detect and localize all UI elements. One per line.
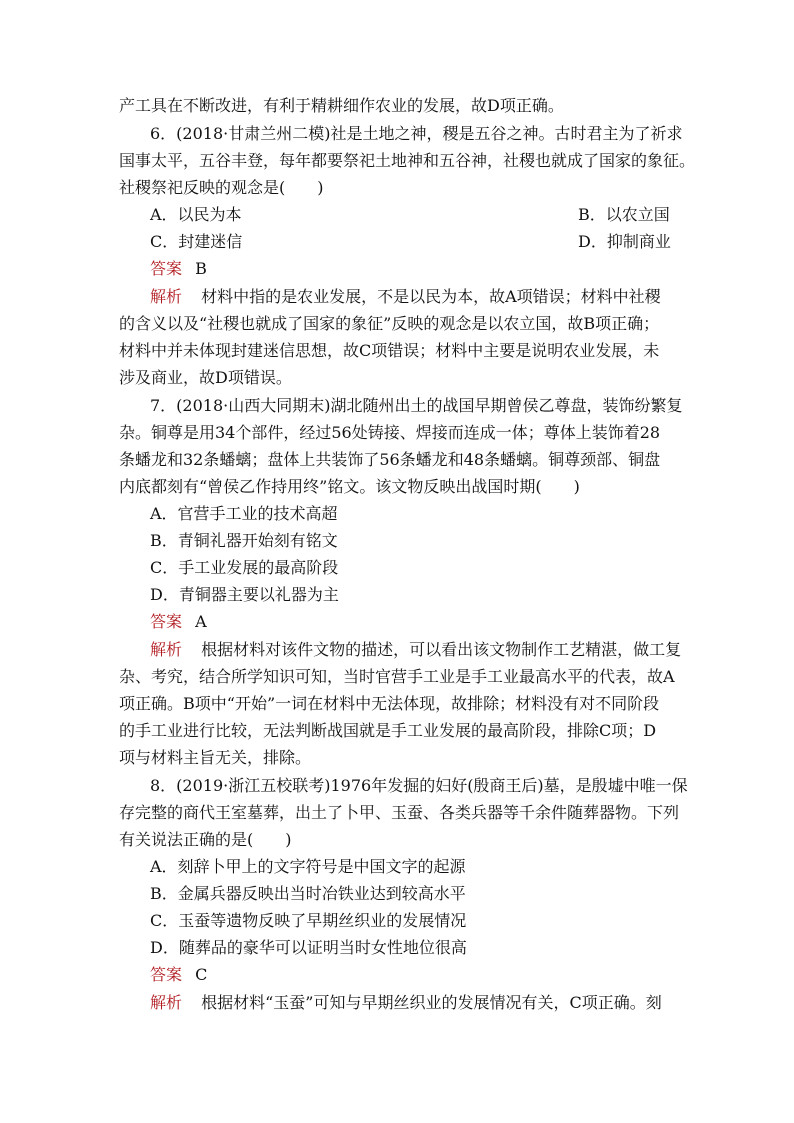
option-d: D．抑制商业 bbox=[578, 232, 671, 251]
explanation-line: 杂、考究，结合所学知识可知，当时官营手工业是手工业最高水平的代表，故A bbox=[119, 667, 675, 686]
explanation-line: 材料中并未体现封建迷信思想，故C项错误；材料中主要是说明农业发展，未 bbox=[119, 341, 660, 360]
explanation-line: 涉及商业，故D项错误。 bbox=[119, 368, 292, 387]
question-6-stem-line: 社稷祭祀反映的观念是( ) bbox=[119, 178, 324, 197]
explanation-label: 解析 bbox=[150, 640, 183, 659]
explanation-line: 的含义以及“社稷也就成了国家的象征”反映的观念是以农立国，故B项正确； bbox=[119, 314, 660, 333]
question-6-stem: 6．(2018·甘肃兰州二模)社是土地之神，稷是五谷之神。古时君主为了祈求 bbox=[150, 124, 683, 143]
explanation-label: 解析 bbox=[150, 993, 183, 1012]
option-b: B．以农立国 bbox=[578, 205, 670, 224]
answer-label: 答案 bbox=[150, 259, 183, 278]
answer-label: 答案 bbox=[150, 965, 183, 984]
option-a: A．以民为本 bbox=[150, 205, 242, 224]
question-7-stem: 7．(2018·山西大同期末)湖北随州出土的战国早期曾侯乙尊盘，装饰纷繁复 bbox=[150, 396, 683, 415]
explanation-text: 根据材料“玉蚕”可知与早期丝织业的发展情况有关，C项正确。刻 bbox=[201, 993, 662, 1012]
question-7-stem-line: 内底都刻有“曾侯乙作持用终”铭文。该文物反映出战国时期( ) bbox=[119, 477, 580, 496]
explanation-line: 项与材料主旨无关，排除。 bbox=[119, 748, 312, 767]
answer-value: B bbox=[195, 259, 207, 278]
question-6-stem-line: 国事太平，五谷丰登，每年都要祭祀土地神和五谷神，社稷也就成了国家的象征。 bbox=[119, 151, 696, 170]
option-d: D．随葬品的豪华可以证明当时女性地位很高 bbox=[150, 938, 467, 957]
question-7-stem-line: 杂。铜尊是用34个部件，经过56处铸接、焊接而连成一体；尊体上装饰着28 bbox=[119, 423, 661, 442]
answer-value: C bbox=[195, 965, 208, 984]
answer-value: A bbox=[195, 612, 207, 631]
question-6-options-row-2 bbox=[150, 232, 671, 252]
answer-label: 答案 bbox=[150, 612, 183, 631]
question-6-explanation bbox=[150, 287, 661, 307]
question-6-answer bbox=[150, 259, 207, 279]
option-b: B．青铜礼器开始刻有铭文 bbox=[150, 531, 338, 550]
option-c: C．玉蚕等遗物反映了早期丝织业的发展情况 bbox=[150, 911, 467, 930]
text-line: 产工具在不断改进，有利于精耕细作农业的发展，故D项正确。 bbox=[119, 96, 564, 115]
option-d: D．青铜器主要以礼器为主 bbox=[150, 585, 339, 604]
explanation-text: 根据材料对该件文物的描述，可以看出该文物制作工艺精湛，做工复 bbox=[201, 640, 682, 659]
question-7-answer bbox=[150, 612, 207, 632]
question-7-stem-line: 条蟠龙和32条蟠螭；盘体上共装饰了56条蟠龙和48条蟠螭。铜尊颈部、铜盘 bbox=[119, 450, 661, 469]
question-7-explanation bbox=[150, 640, 681, 660]
explanation-line: 项正确。B项中“开始”一词在材料中无法体现，故排除；材料没有对不同阶段 bbox=[119, 694, 660, 713]
question-8-stem-line: 有关说法正确的是( ) bbox=[119, 830, 292, 849]
option-b: B．金属兵器反映出当时冶铁业达到较高水平 bbox=[150, 884, 466, 903]
explanation-text: 材料中指的是农业发展，不是以民为本，故A项错误；材料中社稷 bbox=[201, 287, 661, 306]
option-a: A．刻辞卜甲上的文字符号是中国文字的起源 bbox=[150, 857, 466, 876]
question-8-stem: 8．(2019·浙江五校联考)1976年发掘的妇好(殷商王后)墓，是殷墟中唯一保 bbox=[150, 776, 688, 795]
option-a: A．官营手工业的技术高超 bbox=[150, 504, 338, 523]
question-8-answer bbox=[150, 965, 207, 985]
question-6-options-row-1 bbox=[150, 205, 670, 225]
option-c: C．封建迷信 bbox=[150, 232, 243, 251]
explanation-line: 的手工业进行比较，无法判断战国就是手工业发展的最高阶段，排除C项；D bbox=[119, 721, 657, 740]
question-8-stem-line: 存完整的商代王室墓葬，出土了卜甲、玉蚕、各类兵器等千余件随葬器物。下列 bbox=[119, 803, 680, 822]
option-c: C．手工业发展的最高阶段 bbox=[150, 558, 339, 577]
explanation-label: 解析 bbox=[150, 287, 183, 306]
question-8-explanation bbox=[150, 993, 662, 1013]
